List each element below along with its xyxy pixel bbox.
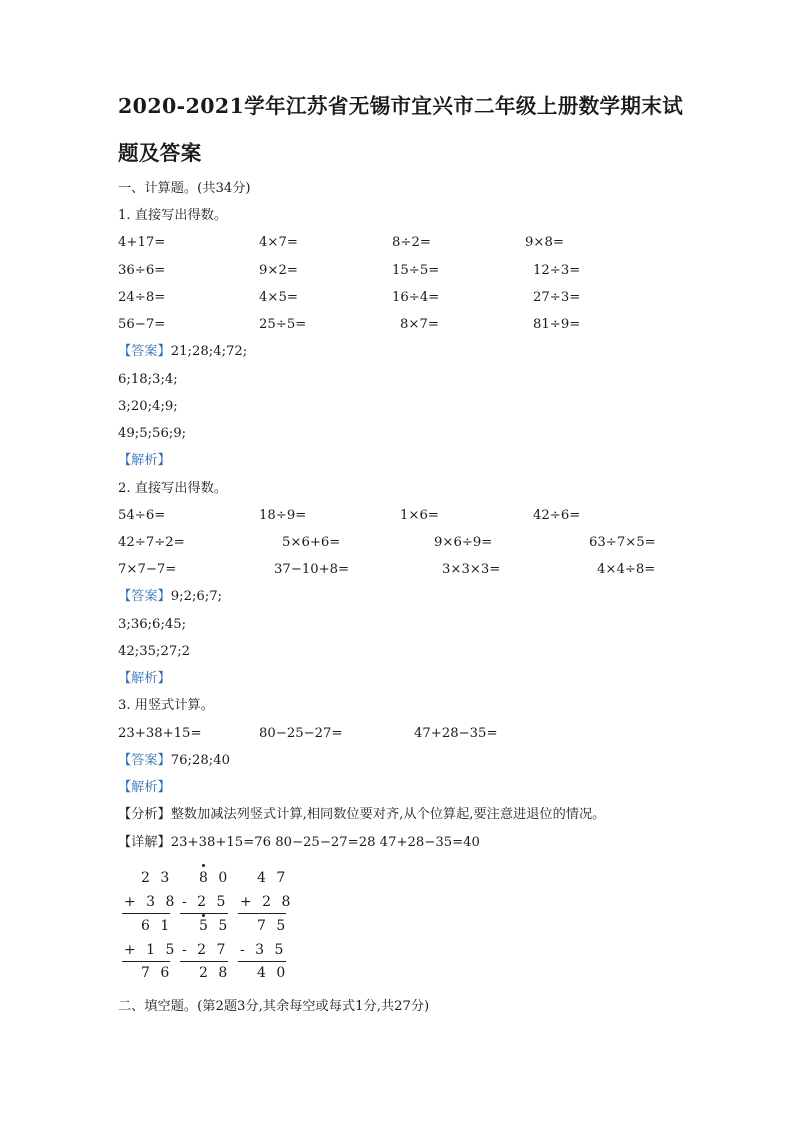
q1-r0-c3: 9×8= <box>525 235 564 250</box>
borrow-dot <box>202 914 205 917</box>
q3-answer <box>118 752 230 770</box>
answer-tag: 【答案】 <box>118 753 171 768</box>
q1-r2-c2: 16÷4= <box>392 290 440 305</box>
q3-expr-0: 23+38+15= <box>118 726 202 741</box>
q1-answer-line3: 49;5;56;9; <box>118 426 187 441</box>
q1-r3-c2: 8×7= <box>400 317 439 332</box>
q1-r3-c1: 25÷5= <box>259 317 307 332</box>
q1-r0-c2: 8÷2= <box>392 235 431 250</box>
detail-tag: 【详解】 <box>118 835 171 850</box>
q1-r3-c3: 81÷9= <box>533 317 581 332</box>
vc3-line1: + 2 8 <box>240 894 294 910</box>
vc3-line2: 7 5 <box>257 918 289 934</box>
q1-r0-c1: 4×7= <box>259 235 298 250</box>
vc3-rule2 <box>238 961 286 962</box>
q2-r0-c1: 18÷9= <box>259 508 307 523</box>
vc2-line4: 2 8 <box>199 965 231 981</box>
q2-r0-c3: 42÷6= <box>533 508 581 523</box>
q2-r2-c3: 4×4÷8= <box>597 562 656 577</box>
q1-answer-line1: 6;18;3;4; <box>118 372 178 387</box>
q2-r1-c0: 42÷7÷2= <box>118 535 185 550</box>
fenxi-text: 整数加减法列竖式计算,相同数位要对齐,从个位算起,要注意进退位的情况。 <box>170 807 606 822</box>
vc1-rule1 <box>122 913 170 914</box>
answer-tag: 【答案】 <box>118 589 171 604</box>
q2-answer-line0: 9;2;6;7; <box>170 589 223 604</box>
vc3-line4: 4 0 <box>257 965 289 981</box>
vc3-rule1 <box>238 913 286 914</box>
vc1-line2: 6 1 <box>141 918 173 934</box>
q3-analysis-tag: 【解析】 <box>118 780 171 795</box>
borrow-dot <box>202 864 205 867</box>
vc1-rule2 <box>122 961 170 962</box>
vc1-line4: 7 6 <box>141 965 173 981</box>
q3-expr-1: 80−25−27= <box>259 726 343 741</box>
vc2-line3: - 2 7 <box>182 942 229 958</box>
q3-heading: 3. 用竖式计算。 <box>118 698 214 713</box>
doc-title-line1: 2020-2021学年江苏省无锡市宜兴市二年级上册数学期末试 <box>118 94 684 118</box>
q1-r2-c3: 27÷3= <box>533 290 581 305</box>
q2-r2-c1: 37−10+8= <box>274 562 350 577</box>
fenxi-tag: 【分析】 <box>118 807 171 822</box>
q2-heading: 2. 直接写出得数。 <box>118 481 228 496</box>
q2-r1-c2: 9×6÷9= <box>434 535 493 550</box>
q2-answer-line1: 3;36;6;45; <box>118 617 187 632</box>
q2-r1-c1: 5×6+6= <box>282 535 341 550</box>
q3-expr-2: 47+28−35= <box>414 726 498 741</box>
doc-title-line2: 题及答案 <box>118 141 202 165</box>
q1-r3-c0: 56−7= <box>118 317 166 332</box>
q2-analysis-tag: 【解析】 <box>118 671 171 686</box>
q1-heading: 1. 直接写出得数。 <box>118 208 228 223</box>
section2-heading: 二、填空题。(第2题3分,其余每空或每式1分,共27分) <box>118 999 430 1014</box>
q3-answer-line: 76;28;40 <box>170 753 230 768</box>
detail-text: 23+38+15=76 80−25−27=28 47+28−35=40 <box>170 835 480 850</box>
q2-r1-c3: 63÷7×5= <box>589 535 656 550</box>
vc2-line1: - 2 5 <box>182 894 229 910</box>
q1-analysis-tag: 【解析】 <box>118 453 171 468</box>
q1-r1-c2: 15÷5= <box>392 263 440 278</box>
vc3-line0: 4 7 <box>257 870 289 886</box>
vc1-line1: + 3 8 <box>124 894 178 910</box>
q1-r2-c1: 4×5= <box>259 290 298 305</box>
q2-r0-c0: 54÷6= <box>118 508 166 523</box>
q1-r0-c0: 4+17= <box>118 235 166 250</box>
vc2-line0: 8 0 <box>199 870 231 886</box>
q1-r1-c1: 9×2= <box>259 263 298 278</box>
q3-detail <box>118 834 480 852</box>
q2-answer-line2: 42;35;27;2 <box>118 644 191 659</box>
section1-heading: 一、计算题。(共34分) <box>118 181 251 196</box>
q3-fenxi <box>118 806 605 824</box>
q1-answer-line2: 3;20;4;9; <box>118 399 178 414</box>
q2-r0-c2: 1×6= <box>400 508 439 523</box>
q1-r1-c3: 12÷3= <box>533 263 581 278</box>
q2-answer <box>118 588 222 606</box>
q1-r1-c0: 36÷6= <box>118 263 166 278</box>
q2-r2-c0: 7×7−7= <box>118 562 177 577</box>
vc2-rule2 <box>180 961 228 962</box>
q1-answer <box>118 343 247 361</box>
q2-r2-c2: 3×3×3= <box>442 562 501 577</box>
vc1-line3: + 1 5 <box>124 942 178 958</box>
answer-tag: 【答案】 <box>118 344 171 359</box>
vc1-line0: 2 3 <box>141 870 173 886</box>
vc2-line2: 5 5 <box>199 918 231 934</box>
q1-answer-line0: 21;28;4;72; <box>170 344 248 359</box>
vc3-line3: - 3 5 <box>240 942 287 958</box>
q1-r2-c0: 24÷8= <box>118 290 166 305</box>
